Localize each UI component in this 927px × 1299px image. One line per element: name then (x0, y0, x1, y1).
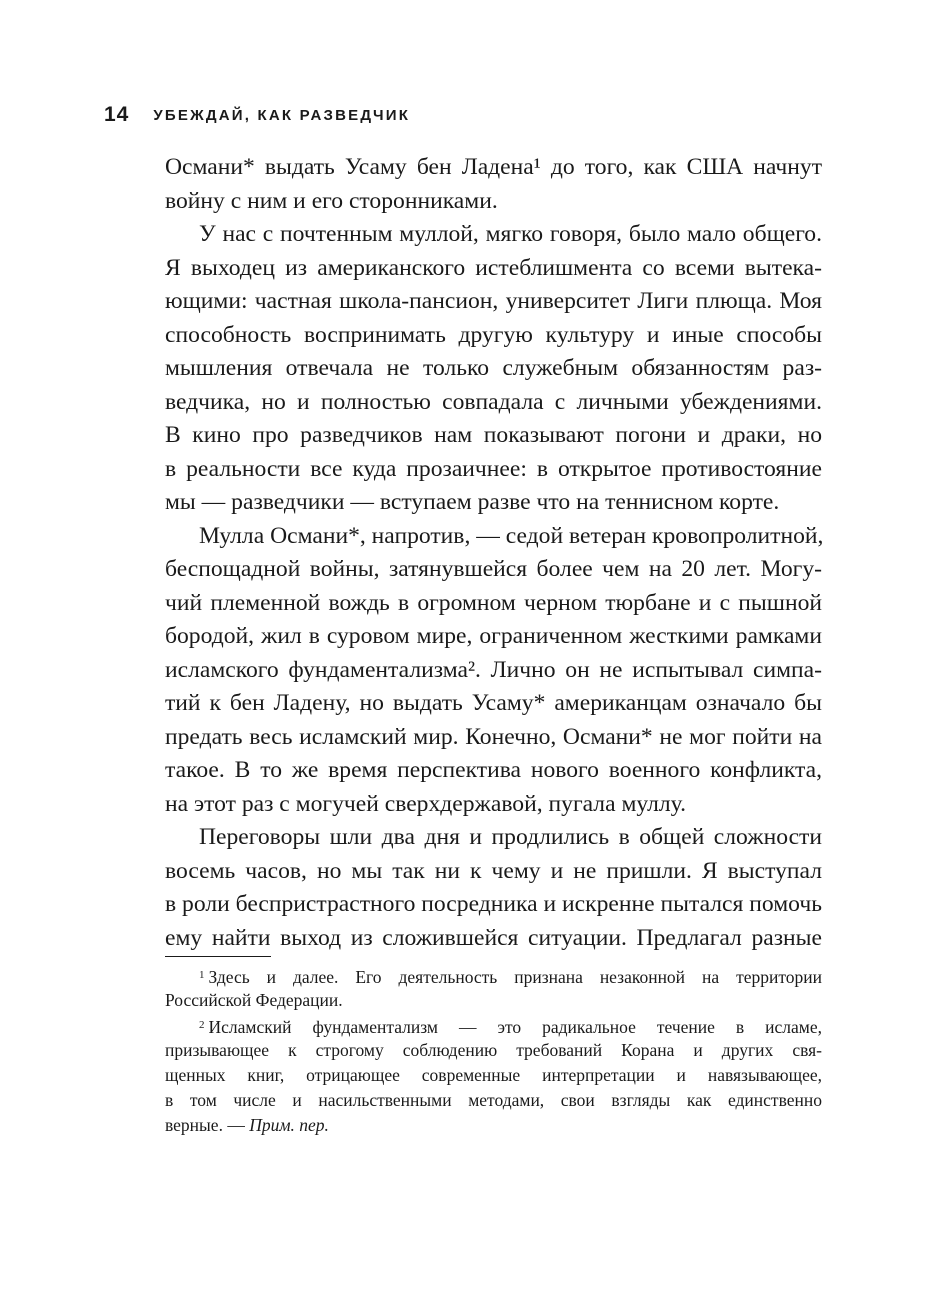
text-line: чий племенной вождь в огромном черном тюрбане и с пышной (165, 589, 822, 616)
text-line: Я выходец из американского истеблишмента со всеми вытека- (165, 254, 822, 281)
text-line: предать весь исламский мир. Конечно, Османи* не мог пойти на (165, 723, 822, 750)
text-line: в роли беспристрастного посредника и искренне пытался помочь (165, 891, 822, 917)
footnote-1 (165, 963, 822, 988)
footnote-marker: 1 (199, 969, 205, 981)
text-line: ведчика, но и полностью совпадала с личными убеждениями. (165, 388, 822, 415)
translator-note: Прим. пер. (249, 1115, 329, 1135)
footnote-text: верные. — (165, 1115, 250, 1135)
footnote-text: щенных книг, отрицающее современные интерпретации и навязывающее, (165, 1065, 822, 1085)
footnote-divider (165, 956, 271, 957)
footnote-text: Российской Федерации. (165, 990, 343, 1010)
text-line: на этот раз с могучей сверхдержавой, пугала муллу. (165, 790, 687, 817)
footnote-text: Исламский фундаментализм — это радикальное течение в исламе, (208, 1017, 822, 1037)
footnote-marker: 2 (199, 1019, 205, 1031)
text-line: беспощадной войны, затянувшейся более чем на 20 лет. Могу- (165, 556, 822, 582)
text-line: мышления отвечала не только служебным обязанностям раз- (165, 355, 822, 381)
text-line: ему найти выход из сложившейся ситуации. Предлагал разные (165, 924, 822, 951)
text-line: такое. В то же время перспектива нового военного конфликта, (165, 757, 822, 783)
footnotes (165, 963, 822, 1138)
text-line: ющими: частная школа-пансион, университет Лиги плюща. Моя (165, 288, 822, 314)
text-line: войну с ним и его сторонниками. (165, 187, 498, 214)
footnote-last-line (165, 1113, 822, 1138)
text-line: мы — разведчики — вступаем разве что на теннисном корте. (165, 489, 780, 515)
text-line: тий к бен Ладену, но выдать Усаму* американцам означало бы (165, 690, 822, 716)
main-text (165, 151, 822, 955)
footnote-2 (165, 1013, 822, 1038)
text-line: бородой, жил в суровом мире, ограниченном жесткими рамками (165, 623, 822, 649)
running-head (104, 101, 410, 129)
footnote-text: в том числе и насильственными методами, свои взгляды как единственно (165, 1090, 822, 1110)
page-number: 14 (104, 103, 130, 126)
text-line: Мулла Османи*, напротив, — седой ветеран кровопролитной, (199, 522, 824, 549)
text-line: восемь часов, но мы так ни к чему и не пришли. Я выступал (165, 857, 822, 884)
text-line: исламского фундаментализма². Лично он не испытывал симпа- (165, 656, 822, 683)
text-line: Переговоры шли два дня и продлились в общей сложности (199, 824, 822, 850)
footnote-text: Здесь и далее. Его деятельность признана незаконной на территории (208, 967, 822, 987)
text-line: Османи* выдать Усаму бен Ладена¹ до того, как США начнут (165, 154, 822, 180)
text-line: способность воспринимать другую культуру и иные способы (165, 321, 822, 348)
text-line: В кино про разведчиков нам показывают погони и драки, но (165, 422, 822, 448)
text-line: У нас с почтенным муллой, мягко говоря, было мало общего. (199, 221, 822, 247)
book-title: УБЕЖДАЙ, КАК РАЗВЕДЧИК (153, 106, 411, 124)
text-line: в реальности все куда прозаичнее: в открытое противостояние (165, 455, 822, 482)
footnote-text: призывающее к строгому соблюдению требований Корана и других свя- (165, 1040, 822, 1060)
